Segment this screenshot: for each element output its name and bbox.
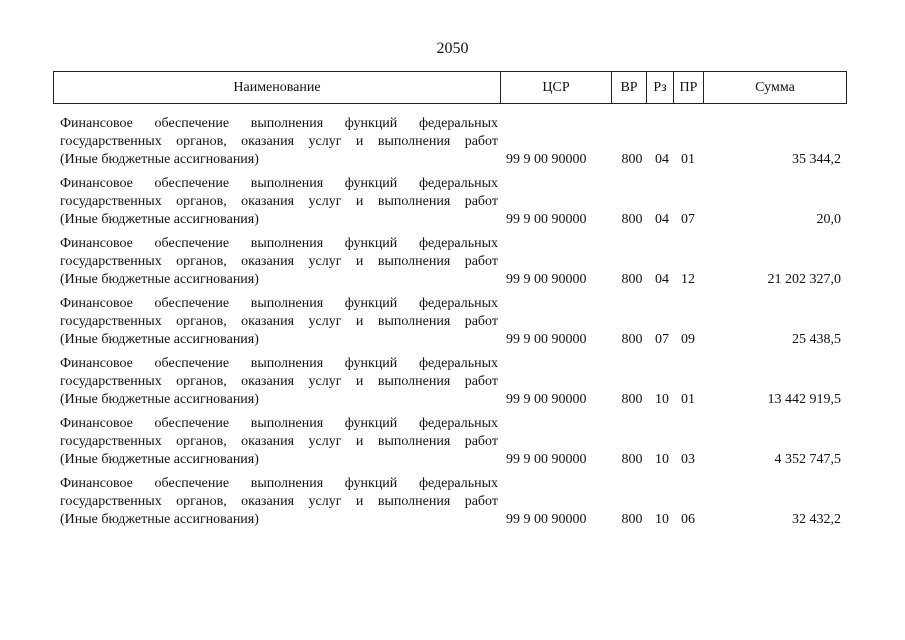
- row-pr: 01: [681, 152, 695, 167]
- row-name: [60, 295, 498, 349]
- row-name-line: (Иные бюджетные ассигнования): [60, 392, 259, 407]
- row-pr: 09: [681, 332, 695, 347]
- table-row: [53, 115, 847, 173]
- row-csr: 99 9 00 90000: [506, 332, 587, 347]
- row-pr: 12: [681, 272, 695, 287]
- row-name-line: (Иные бюджетные ассигнования): [60, 272, 259, 287]
- row-vr: 800: [621, 512, 643, 527]
- row-name-line: государственных органов, оказания услуг и выполнения работ: [60, 434, 498, 449]
- row-csr: 99 9 00 90000: [506, 512, 587, 527]
- row-pr: 06: [681, 512, 695, 527]
- row-sum: 13 442 919,5: [767, 392, 841, 407]
- row-name-line: государственных органов, оказания услуг и выполнения работ: [60, 134, 498, 149]
- table-row: [53, 235, 847, 293]
- row-name-line: Финансовое обеспечение выполнения функций федеральных: [60, 296, 498, 311]
- row-name-line: государственных органов, оказания услуг и выполнения работ: [60, 194, 498, 209]
- row-name-line: Финансовое обеспечение выполнения функций федеральных: [60, 176, 498, 191]
- row-rz: 04: [655, 272, 669, 287]
- row-name-line: (Иные бюджетные ассигнования): [60, 512, 259, 527]
- row-sum: 35 344,2: [792, 152, 841, 167]
- page-number: 2050: [436, 40, 469, 57]
- row-rz: 04: [655, 212, 669, 227]
- row-pr: 07: [681, 212, 695, 227]
- row-name-line: государственных органов, оказания услуг и выполнения работ: [60, 254, 498, 269]
- table-row: [53, 355, 847, 413]
- row-csr: 99 9 00 90000: [506, 212, 587, 227]
- row-sum: 25 438,5: [792, 332, 841, 347]
- row-rz: 07: [655, 332, 669, 347]
- row-csr: 99 9 00 90000: [506, 392, 587, 407]
- header-name: Наименование: [54, 72, 501, 103]
- row-name-line: (Иные бюджетные ассигнования): [60, 452, 259, 467]
- row-name-line: Финансовое обеспечение выполнения функций федеральных: [60, 476, 498, 491]
- header-vr: ВР: [612, 72, 647, 103]
- row-name-line: Финансовое обеспечение выполнения функций федеральных: [60, 356, 498, 371]
- row-vr: 800: [621, 212, 643, 227]
- row-name: [60, 175, 498, 229]
- row-csr: 99 9 00 90000: [506, 152, 587, 167]
- row-name: [60, 355, 498, 409]
- row-name: [60, 475, 498, 529]
- header-pr: ПР: [674, 72, 704, 103]
- row-sum: 20,0: [816, 212, 841, 227]
- header-sum: Сумма: [755, 80, 795, 95]
- row-sum: 32 432,2: [792, 512, 841, 527]
- row-name-line: (Иные бюджетные ассигнования): [60, 152, 259, 167]
- row-name-line: государственных органов, оказания услуг и выполнения работ: [60, 494, 498, 509]
- row-name: [60, 235, 498, 289]
- row-name-line: государственных органов, оказания услуг и выполнения работ: [60, 374, 498, 389]
- row-pr: 03: [681, 452, 695, 467]
- header-csr: ЦСР: [501, 72, 612, 103]
- row-csr: 99 9 00 90000: [506, 452, 587, 467]
- row-rz: 10: [655, 452, 669, 467]
- row-vr: 800: [621, 452, 643, 467]
- row-name-line: Финансовое обеспечение выполнения функций федеральных: [60, 116, 498, 131]
- row-vr: 800: [621, 152, 643, 167]
- row-vr: 800: [621, 392, 643, 407]
- table-row: [53, 475, 847, 533]
- table-row: [53, 175, 847, 233]
- row-name-line: государственных органов, оказания услуг и выполнения работ: [60, 314, 498, 329]
- row-name-line: (Иные бюджетные ассигнования): [60, 332, 259, 347]
- header-rz: Рз: [647, 72, 674, 103]
- row-name: [60, 415, 498, 469]
- row-name-line: Финансовое обеспечение выполнения функций федеральных: [60, 236, 498, 251]
- row-vr: 800: [621, 332, 643, 347]
- row-csr: 99 9 00 90000: [506, 272, 587, 287]
- row-rz: 10: [655, 392, 669, 407]
- row-sum: 21 202 327,0: [767, 272, 841, 287]
- table-row: [53, 295, 847, 353]
- row-name-line: Финансовое обеспечение выполнения функций федеральных: [60, 416, 498, 431]
- table-row: [53, 415, 847, 473]
- table-header: [53, 71, 847, 104]
- row-name-line: (Иные бюджетные ассигнования): [60, 212, 259, 227]
- row-pr: 01: [681, 392, 695, 407]
- row-rz: 10: [655, 512, 669, 527]
- row-sum: 4 352 747,5: [774, 452, 841, 467]
- row-rz: 04: [655, 152, 669, 167]
- row-vr: 800: [621, 272, 643, 287]
- row-name: [60, 115, 498, 169]
